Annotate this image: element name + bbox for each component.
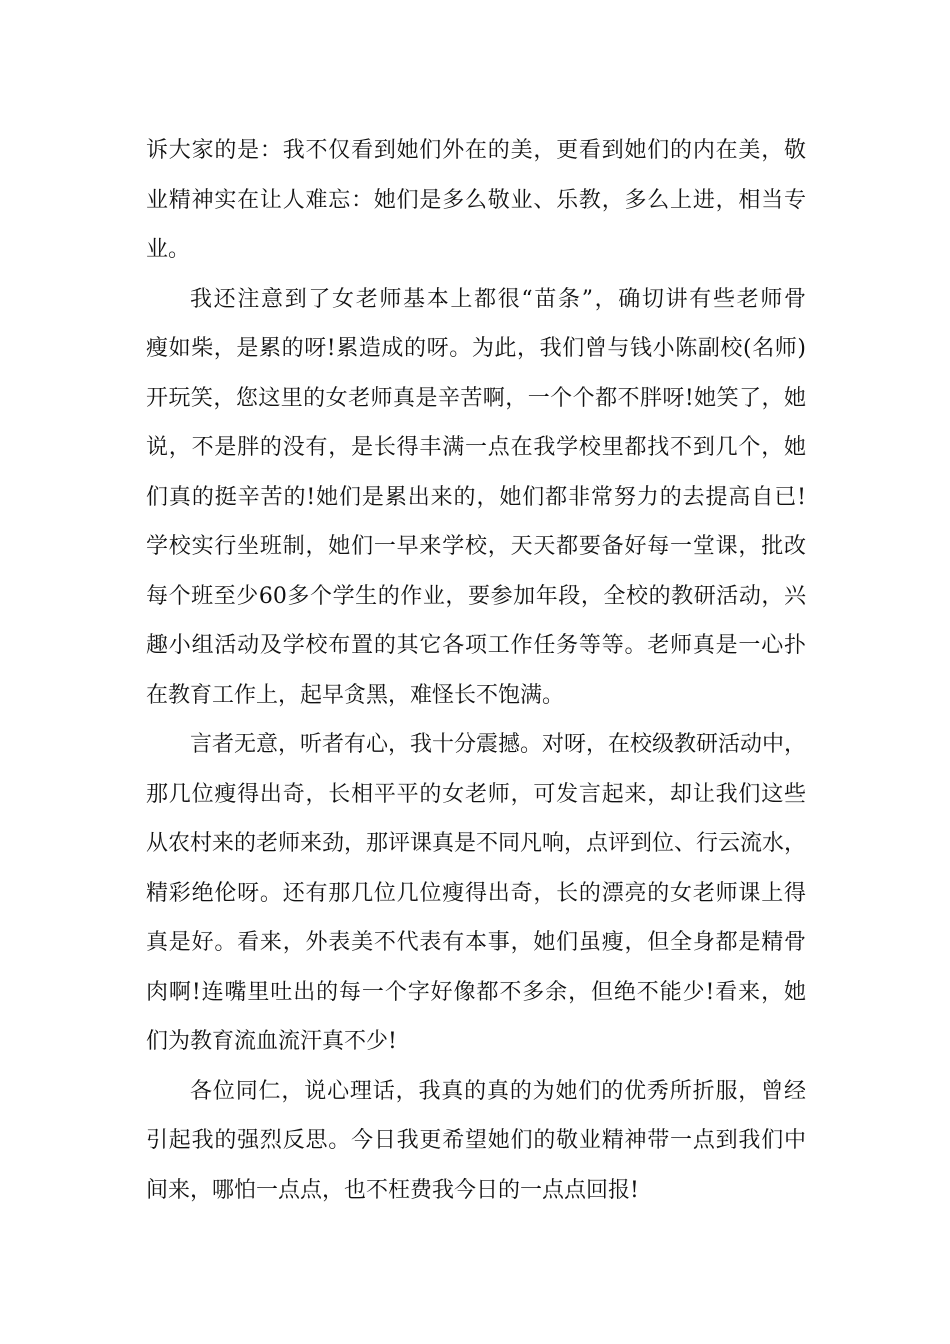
text-line: 趣小组活动及学校布置的其它各项工作任务等等。老师真是一心扑 bbox=[146, 633, 806, 658]
document-body bbox=[146, 126, 806, 1215]
paragraph-first-line: 言者无意，听者有心，我十分震撼。对呀，在校级教研活动中， bbox=[190, 732, 807, 757]
text-line: 学校实行坐班制，她们一早来学校，天天都要备好每一堂课，批改 bbox=[146, 534, 806, 559]
text-line: 间来，哪怕一点点，也不枉费我今日的一点点回报! bbox=[146, 1177, 639, 1203]
paragraph-first-line: 我还注意到了女老师基本上都很“苗条”，确切讲有些老师骨 bbox=[190, 286, 806, 312]
text-line: 真是好。看来，外表美不代表有本事，她们虽瘦，但全身都是精骨 bbox=[146, 930, 806, 955]
text-line: 肉啊!连嘴里吐出的每一个字好像都不多余，但绝不能少!看来，她 bbox=[146, 979, 806, 1005]
text-line: 们真的挺辛苦的!她们是累出来的，她们都非常努力的去提高自已! bbox=[146, 484, 806, 510]
text-line: 说，不是胖的没有，是长得丰满一点在我学校里都找不到几个，她 bbox=[146, 435, 806, 460]
text-line: 瘦如柴，是累的呀!累造成的呀。为此，我们曾与钱小陈副校(名师) bbox=[146, 336, 806, 361]
text-line: 们为教育流血流汗真不少! bbox=[146, 1029, 397, 1054]
text-line: 在教育工作上，起早贪黑，难怪长不饱满。 bbox=[146, 682, 565, 708]
text-line: 诉大家的是：我不仅看到她们外在的美，更看到她们的内在美，敬 bbox=[146, 138, 806, 163]
text-line: 每个班至少60多个学生的作业，要参加年段，全校的教研活动，兴 bbox=[146, 583, 806, 609]
text-line: 开玩笑，您这里的女老师真是辛苦啊，一个个都不胖呀!她笑了，她 bbox=[146, 385, 806, 411]
text-line: 业。 bbox=[146, 237, 191, 262]
text-line: 精彩绝伦呀。还有那几位几位瘦得出奇，长的漂亮的女老师课上得 bbox=[146, 880, 806, 906]
text-line: 引起我的强烈反思。今日我更希望她们的敬业精神带一点到我们中 bbox=[146, 1128, 806, 1153]
text-line: 业精神实在让人难忘：她们是多么敬业、乐教，多么上进，相当专 bbox=[146, 187, 806, 213]
paragraph-first-line: 各位同仁，说心理话，我真的真的为她们的优秀所折服，曾经 bbox=[190, 1078, 806, 1104]
text-line: 那几位瘦得出奇，长相平平的女老师，可发言起来，却让我们这些 bbox=[146, 781, 806, 807]
text-line: 从农村来的老师来劲，那评课真是不同凡响，点评到位、行云流水， bbox=[146, 831, 807, 856]
